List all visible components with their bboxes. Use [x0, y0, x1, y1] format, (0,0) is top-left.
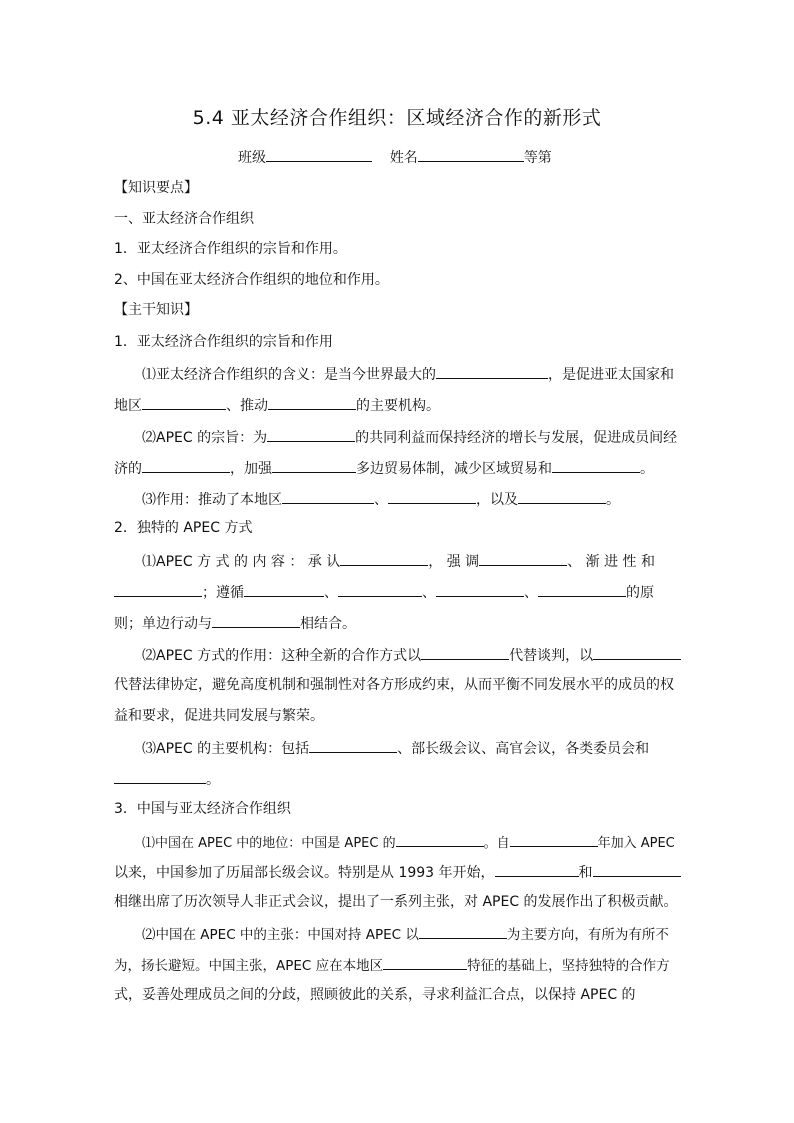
answer-blank[interactable] [518, 488, 606, 504]
s3-p2-line2: 为，扬长避短。中国主张，APEC 应在本地区 特征的基础上，坚持独特的合作方 [114, 954, 680, 974]
main-knowledge-heading: 【主干知识】 [114, 302, 198, 318]
answer-blank[interactable] [267, 426, 355, 442]
class-blank[interactable] [266, 146, 372, 162]
s1-p2-line2: 济的 ，加强 多边贸易体制，减少区域贸易和 。 [114, 457, 680, 477]
answer-blank[interactable] [142, 394, 226, 410]
knowledge-points-heading: 【知识要点】 [114, 180, 198, 196]
s1-p2-line1: ⑵APEC 的宗旨：为 的共同利益而保持经济的增长与发展，促进成员间经 [142, 426, 680, 446]
answer-blank[interactable] [268, 394, 356, 410]
answer-blank[interactable] [388, 488, 476, 504]
answer-blank[interactable] [340, 550, 428, 566]
s2-p3-line1: ⑶APEC 的主要机构：包括 、部长级会议、高官会议，各类委员会和 [142, 737, 680, 757]
s2-p1-line3: 则；单边行动与 相结合。 [114, 612, 680, 632]
answer-blank[interactable] [114, 768, 206, 784]
section-3-heading: 3．中国与亚太经济合作组织 [114, 801, 291, 817]
answer-blank[interactable] [244, 581, 324, 597]
answer-blank[interactable] [593, 644, 681, 660]
s2-p1-line2: ；遵循 、 、 、 的原 [114, 581, 680, 601]
answer-blank[interactable] [436, 363, 548, 379]
answer-blank[interactable] [436, 581, 524, 597]
s3-p2-line3: 式，妥善处理成员之间的分歧，照顾彼此的关系，寻求利益汇合点，以保持 APEC 的 [114, 987, 636, 1003]
answer-blank[interactable] [510, 831, 598, 847]
answer-blank[interactable] [552, 457, 640, 473]
answer-blank[interactable] [479, 550, 567, 566]
student-info-row [238, 146, 598, 166]
s2-p2-line2: 代替法律协定，避免高度机制和强制性对各方形成约束，从而平衡不同发展水平的成员的权 [114, 677, 674, 693]
s1-p3: ⑶作用：推动了本地区 、 ，以及 。 [142, 488, 680, 508]
answer-blank[interactable] [383, 954, 467, 970]
answer-blank[interactable] [142, 457, 230, 473]
answer-blank[interactable] [212, 612, 300, 628]
s3-p1-line2: 以来，中国参加了历届部长级会议。特别是从 1993 年开始， 和 [114, 861, 680, 881]
s3-p2-line1: ⑵中国在 APEC 中的主张：中国对持 APEC 以 为主要方向，有所为有所不 [142, 923, 680, 943]
s1-p1-line1: ⑴亚太经济合作组织的含义：是当今世界最大的 ，是促进亚太国家和 [142, 363, 680, 383]
answer-blank[interactable] [421, 644, 509, 660]
answer-blank[interactable] [396, 831, 484, 847]
s2-p2-line1: ⑵APEC 方式的作用：这种全新的合作方式以 代替谈判，以 [142, 644, 680, 664]
kp-item-1: 1．亚太经济合作组织的宗旨和作用。 [114, 241, 347, 257]
answer-blank[interactable] [338, 581, 422, 597]
answer-blank[interactable] [114, 581, 202, 597]
s3-p1-line3: 相继出席了历次领导人非正式会议，提出了一系列主张，对 APEC 的发展作出了积极贡献。 [114, 894, 678, 910]
page-title: 5.4 亚太经济合作组织：区域经济合作的新形式 [192, 107, 602, 129]
s1-p1-line2: 地区 、推动 的主要机构。 [114, 394, 680, 414]
section-2-heading: 2．独特的 APEC 方式 [114, 520, 253, 536]
answer-blank[interactable] [309, 737, 397, 753]
name-blank[interactable] [418, 146, 524, 162]
answer-blank[interactable] [538, 581, 626, 597]
s3-p1-line1: ⑴中国在 APEC 中的地位：中国是 APEC 的 。自 年加入 APEC [142, 831, 680, 851]
answer-blank[interactable] [272, 457, 356, 473]
s2-p1-line1: ⑴APEC 方 式 的 内 容 ： 承 认 ， 强 调 、 渐 进 性 和 [142, 550, 680, 570]
answer-blank[interactable] [495, 861, 579, 877]
class-label: 班级 [238, 150, 266, 166]
answer-blank[interactable] [419, 923, 507, 939]
answer-blank[interactable] [282, 488, 374, 504]
s2-p3-line2: 。 [114, 768, 680, 788]
kp-item-2: 2、中国在亚太经济合作组织的地位和作用。 [114, 272, 389, 288]
answer-blank[interactable] [593, 861, 681, 877]
rank-label: 等第 [523, 150, 552, 166]
kp-heading: 一、亚太经济合作组织 [114, 211, 254, 227]
s2-p2-line3: 益和要求，促进共同发展与繁荣。 [114, 708, 324, 724]
section-1-heading: 1．亚太经济合作组织的宗旨和作用 [114, 334, 333, 350]
name-label: 姓名 [389, 150, 418, 166]
